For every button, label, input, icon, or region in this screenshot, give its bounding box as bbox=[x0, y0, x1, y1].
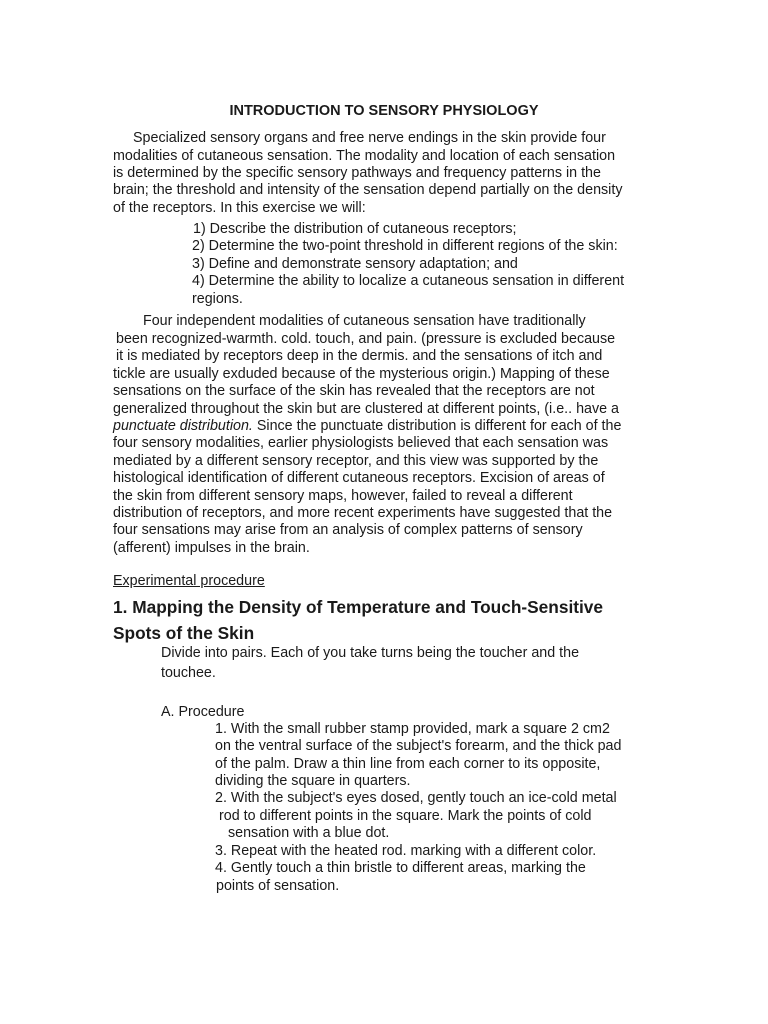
procedure-step: 1. With the small rubber stamp provided, mark a square 2 cm2 bbox=[215, 721, 610, 737]
body-line: generalized throughout the skin but are clustered at different points, (i.e.. have a bbox=[113, 401, 620, 417]
body-line: (afferent) impulses in the brain. bbox=[113, 540, 310, 556]
intro-line: is determined by the specific sensory pathways and frequency patterns in the bbox=[113, 165, 601, 181]
objective-item: regions. bbox=[192, 291, 243, 307]
body-line-rest: Since the punctuate distribution is different for each of the bbox=[252, 418, 622, 434]
section-heading: 1. Mapping the Density of Temperature and Touch-Sensitive bbox=[113, 597, 604, 617]
procedure-label: A. Procedure bbox=[161, 704, 245, 720]
procedure-step: 2. With the subject's eyes dosed, gently touch an ice-cold metal bbox=[215, 790, 617, 806]
procedure-step: sensation with a blue dot. bbox=[228, 825, 390, 841]
objective-item: 4) Determine the ability to localize a cutaneous sensation in different bbox=[192, 273, 625, 289]
body-line: mediated by a different sensory receptor, and this view was supported by the bbox=[113, 453, 599, 469]
objective-item: 2) Determine the two-point threshold in different regions of the skin: bbox=[192, 238, 618, 254]
body-line: four sensations may arise from an analysis of complex patterns of sensory bbox=[113, 522, 583, 538]
italic-term: punctuate distribution. bbox=[113, 418, 253, 434]
body-line: distribution of receptors, and more recent experiments have suggested that the bbox=[113, 505, 613, 521]
intro-line: brain; the threshold and intensity of the sensation depend partially on the density bbox=[113, 182, 623, 198]
body-line: tickle are usually exduded because of the mysterious origin.) Mapping of these bbox=[113, 366, 610, 382]
objective-item: 1) Describe the distribution of cutaneous receptors; bbox=[193, 221, 517, 237]
body-line: it is mediated by receptors deep in the dermis. and the sensations of itch and bbox=[116, 348, 603, 364]
intro-line: of the receptors. In this exercise we will: bbox=[113, 200, 366, 216]
procedure-step: 4. Gently touch a thin bristle to different areas, marking the bbox=[215, 860, 586, 876]
objective-item: 3) Define and demonstrate sensory adaptation; and bbox=[192, 256, 518, 272]
section-heading: Spots of the Skin bbox=[113, 623, 255, 643]
intro-line: modalities of cutaneous sensation. The modality and location of each sensation bbox=[113, 148, 616, 164]
procedure-step: dividing the square in quarters. bbox=[215, 773, 411, 789]
body-line: been recognized-warmth. cold. touch, and pain. (pressure is excluded because bbox=[116, 331, 616, 347]
procedure-step: rod to different points in the square. Mark the points of cold bbox=[219, 808, 592, 824]
body-line: the skin from different sensory maps, however, failed to reveal a different bbox=[113, 488, 573, 504]
procedure-step: 3. Repeat with the heated rod. marking with a different color. bbox=[215, 843, 597, 859]
intro-line: Specialized sensory organs and free nerve endings in the skin provide four bbox=[133, 130, 606, 146]
body-line: histological identification of different cutaneous receptors. Excision of areas of bbox=[113, 470, 605, 486]
document-title: INTRODUCTION TO SENSORY PHYSIOLOGY bbox=[229, 103, 539, 119]
pairs-instruction: Divide into pairs. Each of you take turns being the toucher and the bbox=[161, 645, 580, 661]
procedure-step: of the palm. Draw a thin line from each corner to its opposite, bbox=[215, 756, 601, 772]
procedure-step: on the ventral surface of the subject's forearm, and the thick pad bbox=[215, 738, 622, 754]
procedure-step: points of sensation. bbox=[216, 878, 340, 894]
pairs-instruction: touchee. bbox=[161, 665, 216, 681]
body-line: Four independent modalities of cutaneous sensation have traditionally bbox=[143, 313, 586, 329]
body-line bbox=[113, 418, 621, 435]
experimental-procedure-label: Experimental procedure bbox=[113, 573, 265, 589]
body-line: sensations on the surface of the skin has revealed that the receptors are not bbox=[113, 383, 595, 399]
body-line: four sensory modalities, earlier physiologists believed that each sensation was bbox=[113, 435, 609, 451]
